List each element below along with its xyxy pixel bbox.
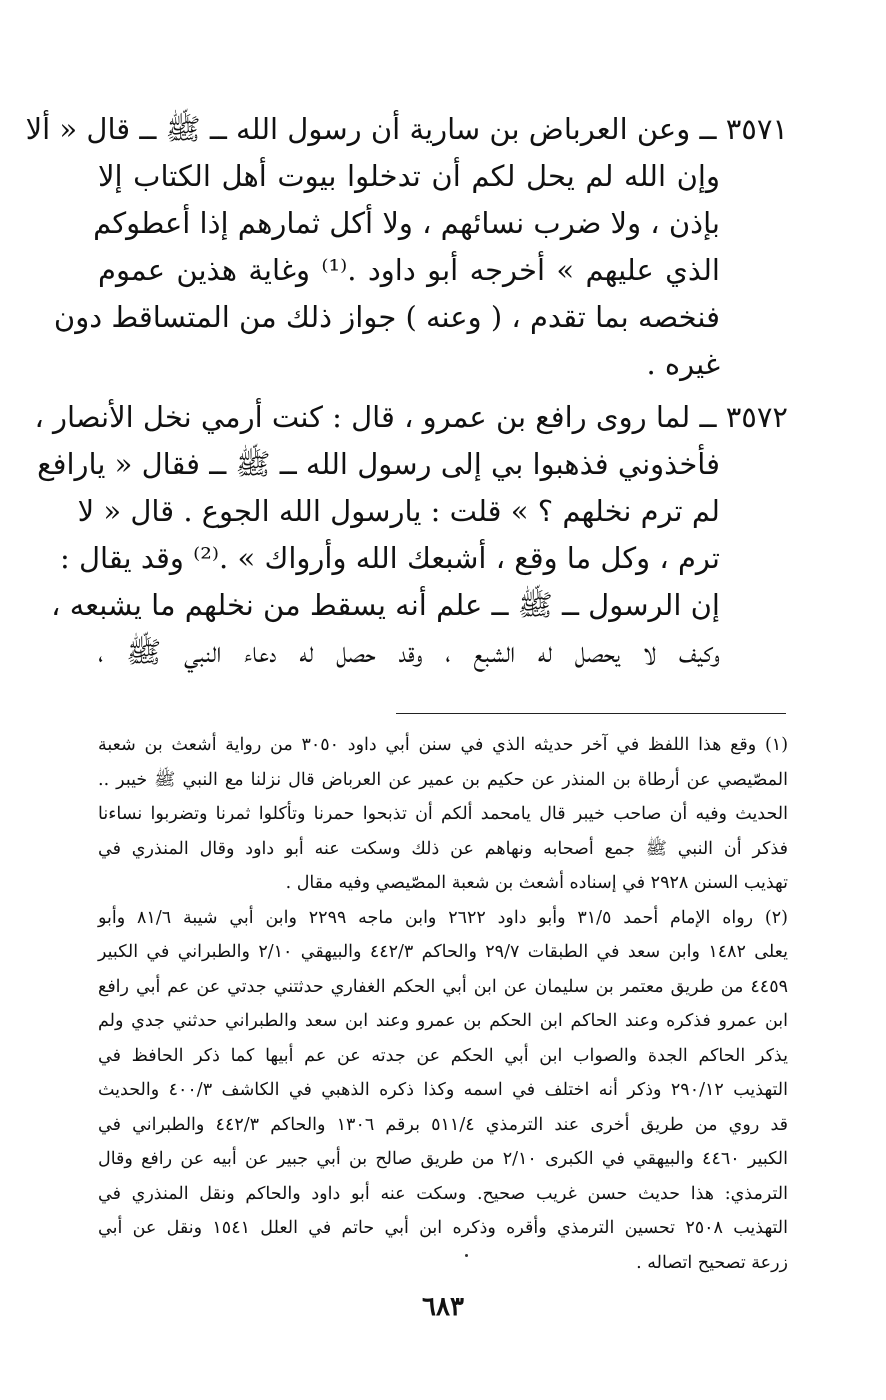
- footnote-line: (١) وقع هذا اللفظ في آخر حديثه الذي في سنن أبي داود ٣٠٥٠ من رواية أشعث بن شعبة: [98, 735, 789, 755]
- text-line: إن الرسول ــ ﷺ ــ علم أنه يسقط من نخلهم ما يشبعه ،: [51, 588, 720, 622]
- footnote-line: (٢) رواه الإمام أحمد ٣١/٥ وأبو داود ٢٦٢٢ وابن ماجه ٢٢٩٩ وابن أبي شيبة ٨١/٦ وأبو: [98, 907, 788, 928]
- text-line: فنخصه بما تقدم ، ( وعنه ) جواز ذلك من المتساقط دون: [53, 300, 720, 334]
- text-line: ٣٥٧٢ ــ لما روى رافع بن عمرو ، قال : كنت أرمي نخل الأنصار ،: [34, 400, 788, 434]
- text-line: وإن الله لم يحل لكم أن تدخلوا بيوت أهل الكتاب إلا: [98, 159, 720, 193]
- footnote-line: التهذيب ٢٥٠٨ تحسين الترمذي وأقره وذكره ابن أبي حاتم في العلل ١٥٤١ ونقل عن أبي: [98, 1218, 788, 1238]
- footnote-line: الحديث وفيه أن صاحب خيبر قال يامحمد ألكم أن تذبحوا حمرنا وتأكلوا ثمرنا وتضربوا نساءنا: [98, 804, 788, 824]
- speck-mark: [465, 1254, 468, 1257]
- text-line: وكيف لا يحصل له الشبع ، وقد حصل له دعاء النبي ﷺ ،: [98, 635, 720, 669]
- text-line: لم ترم نخلهم ؟ » قلت : يارسول الله الجوع . قال « لا: [77, 494, 720, 528]
- footnote-line: يعلى ١٤٨٢ وابن سعد في الطبقات ٢٩/٧ والحاكم ٤٤٢/٣ والبيهقي ٢/١٠ والطبراني في الكبير: [98, 942, 788, 962]
- footnote-line: الترمذي: هذا حديث حسن غريب صحيح. وسكت عنه أبو داود والحاكم ونقل المنذري في: [98, 1183, 788, 1204]
- text-line: ترم ، وكل ما وقع ، أشبعك الله وأرواك » .⁽²⁾ وقد يقال :: [59, 541, 720, 575]
- footnote-line: الكبير ٤٤٦٠ والبيهقي في الكبرى ٢/١٠ من طريق صالح بن أبي جبير عن أبيه عن رافع وقال: [98, 1149, 788, 1169]
- footnote-line: يذكر الحاكم الجدة والصواب ابن أبي الحكم عن جدته عن عم أبيها كما ذكر الحافظ في: [98, 1045, 788, 1066]
- footnote-line: تهذيب السنن ٢٩٢٨ في إسناده أشعث بن شعبة المصّيصي وفيه مقال .: [285, 873, 788, 893]
- footnote-divider: [396, 713, 786, 714]
- text-line: بإذن ، ولا ضرب نسائهم ، ولا أكل ثمارهم إذا أعطوكم: [93, 206, 720, 240]
- main-text: [25, 106, 788, 682]
- footnote-line: زرعة تصحيح اتصاله .: [636, 1252, 788, 1273]
- text-line: غيره .: [646, 347, 720, 381]
- footnote-line: قد روي من طريق أخرى عند الترمذي ٥١١/٤ برقم ١٣٠٦ والحاكم ٤٤٢/٣ والطبراني في: [98, 1114, 788, 1135]
- footnote-line: فذكر أن النبي ﷺ جمع أصحابه ونهاهم عن ذلك وسكت عنه أبو داود وقال المنذري في: [98, 838, 788, 859]
- footnote-line: ابن عمرو فذكره وعند الحاكم ابن الحكم بن عمرو وعند ابن سعد والطبراني حدثني جدي ولم: [98, 1011, 788, 1031]
- footnotes: [98, 728, 788, 1280]
- text-line: فأخذوني فذهبوا بي إلى رسول الله ــ ﷺ ــ فقال « يارافع: [37, 447, 720, 481]
- footnote-line: التهذيب ٢٩٠/١٢ وذكر أنه اختلف في اسمه وكذا ذكره الذهبي في الكاشف ٤٠٠/٣ والحديث: [98, 1080, 788, 1100]
- text-line: الذي عليهم » أخرجه أبو داود .⁽¹⁾ وغاية هذين عموم: [98, 253, 720, 287]
- page-number: ٦٨٣: [422, 1292, 464, 1322]
- hadith-3571: [25, 106, 788, 388]
- footnote-line: المصّيصي عن أرطاة بن المنذر عن حكيم بن عمير عن العرباض قال نزلنا مع النبي ﷺ خيبر ..: [98, 769, 788, 790]
- text-line: ٣٥٧١ ــ وعن العرباض بن سارية أن رسول الله ــ ﷺ ــ قال « ألا: [25, 112, 788, 146]
- hadith-3572: [34, 394, 788, 676]
- footnote-line: ٤٤٥٩ من طريق معتمر بن سليمان عن ابن أبي الحكم الغفاري حدثتني جدتي عن عم أبي رافع: [98, 976, 788, 997]
